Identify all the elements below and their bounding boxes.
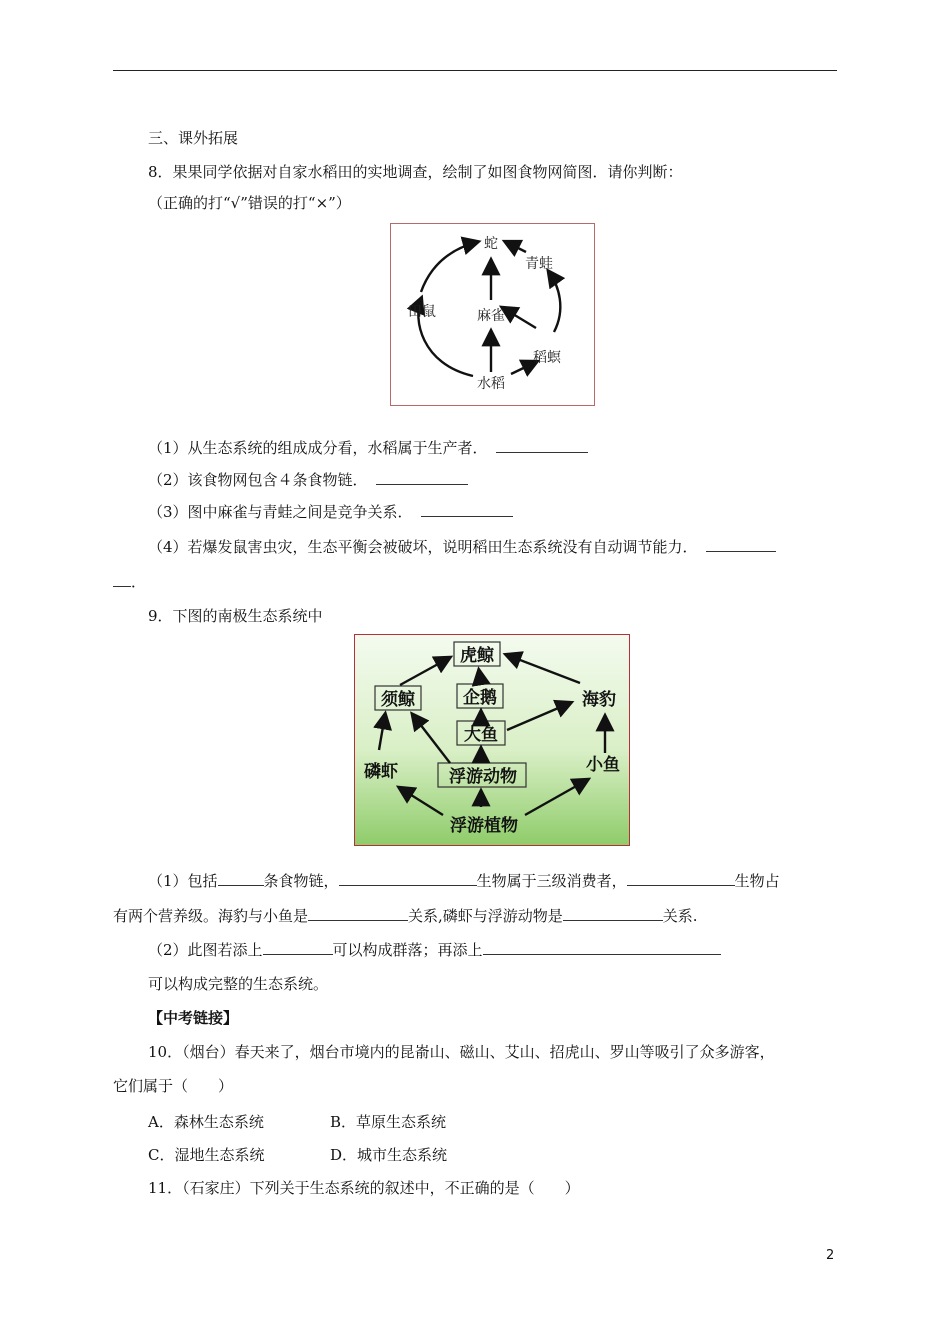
- answer-blank[interactable]: [113, 572, 131, 587]
- answer-blank[interactable]: [308, 906, 408, 921]
- q8-item-2: （2）该食物网包含４条食物链．: [148, 470, 468, 490]
- node-mouse: 田鼠: [408, 304, 436, 320]
- q9-part2-line2: 可以构成完整的生态系统。: [148, 975, 329, 993]
- arrow-penguin-orca: [479, 671, 481, 684]
- exam-link-heading: 【中考链接】: [148, 1009, 239, 1027]
- q9-stem: 9．下图的南极生态系统中: [148, 607, 323, 625]
- section-title: 三、课外拓展: [148, 129, 239, 147]
- answer-blank[interactable]: [496, 438, 588, 453]
- arrow-bigfish-seal: [507, 703, 570, 730]
- arrow-baleen-orca: [400, 658, 449, 685]
- node-sparrow: 麻雀: [477, 308, 505, 324]
- arrow-seal-orca: [507, 655, 580, 683]
- answer-blank[interactable]: [421, 502, 513, 517]
- q11-stem: 11．（石家庄）下列关于生态系统的叙述中，不正确的是（ ）: [148, 1179, 580, 1197]
- q8-item-4-cont: ．: [113, 572, 146, 592]
- page-number: 2: [826, 1248, 835, 1263]
- answer-blank[interactable]: [376, 470, 468, 485]
- rice-field-food-web: [390, 223, 595, 406]
- answer-blank[interactable]: [627, 871, 735, 886]
- answer-blank[interactable]: [218, 871, 264, 886]
- header-rule: [113, 70, 837, 71]
- node-penguin: 企鹅: [463, 688, 497, 708]
- q10-stem-cont: 它们属于（ ）: [113, 1077, 234, 1095]
- node-snake: 蛇: [484, 236, 498, 252]
- node-baleen: 须鲸: [381, 690, 415, 710]
- q8-item-3: （3）图中麻雀与青蛙之间是竞争关系．: [148, 502, 513, 522]
- answer-blank[interactable]: [706, 537, 776, 552]
- arrow-zoo-baleen: [413, 715, 450, 763]
- arrow-planthopper-sparrow: [503, 308, 536, 328]
- node-planthopper: 稻螟: [533, 350, 561, 366]
- arrow-frog-snake: [506, 242, 526, 252]
- arrow-krill-baleen: [379, 715, 385, 750]
- q8-item-1: （1）从生态系统的组成成分看，水稻属于生产者．: [148, 438, 588, 458]
- answer-blank[interactable]: [563, 906, 663, 921]
- arrow-phyto-krill: [400, 788, 443, 815]
- q8-item-4: （4）若爆发鼠害虫灾，生态平衡会被破坏，说明稻田生态系统没有自动调节能力．: [148, 537, 776, 557]
- q9-part2-line1: （2）此图若添上 可以构成群落；再添上: [148, 940, 721, 960]
- q9-part1-line2: 有两个营养级。海豹与小鱼是 关系,磷虾与浮游动物是 关系.: [113, 907, 698, 925]
- arrow-planthopper-frog: [549, 272, 560, 332]
- arrow-mouse-snake: [421, 242, 477, 292]
- node-seal: 海豹: [582, 690, 616, 710]
- node-bigfish: 大鱼: [464, 725, 498, 745]
- node-frog: 青蛙: [525, 256, 553, 272]
- q10-option-d[interactable]: D．城市生态系统: [330, 1146, 448, 1164]
- node-phytoplankton: 浮游植物: [450, 816, 518, 836]
- q10-stem: 10．（烟台）春天来了，烟台市境内的昆嵛山、磁山、艾山、招虎山、罗山等吸引了众多游客，: [148, 1043, 775, 1061]
- q9-part1-line1: （1）包括 条食物链， 生物属于三级消费者， 生物占: [148, 872, 780, 890]
- node-zooplankton: 浮游动物: [449, 767, 517, 787]
- node-krill: 磷虾: [364, 762, 398, 782]
- node-rice: 水稻: [477, 376, 505, 392]
- q10-option-c[interactable]: C．湿地生态系统: [148, 1146, 265, 1164]
- q8-note: （正确的打“√”错误的打“×”）: [148, 194, 351, 212]
- answer-blank[interactable]: [483, 940, 721, 955]
- antarctic-food-web: [354, 634, 630, 846]
- q10-option-b[interactable]: B．草原生态系统: [330, 1113, 447, 1131]
- answer-blank[interactable]: [263, 940, 333, 955]
- q8-stem: 8．果果同学依据对自家水稻田的实地调查，绘制了如图食物网简图．请你判断：: [148, 163, 683, 181]
- arrow-phyto-smallfish: [525, 780, 587, 815]
- node-smallfish: 小鱼: [586, 755, 620, 775]
- node-orca: 虎鲸: [460, 646, 494, 666]
- answer-blank[interactable]: [339, 871, 477, 886]
- q10-option-a[interactable]: A．森林生态系统: [148, 1113, 264, 1131]
